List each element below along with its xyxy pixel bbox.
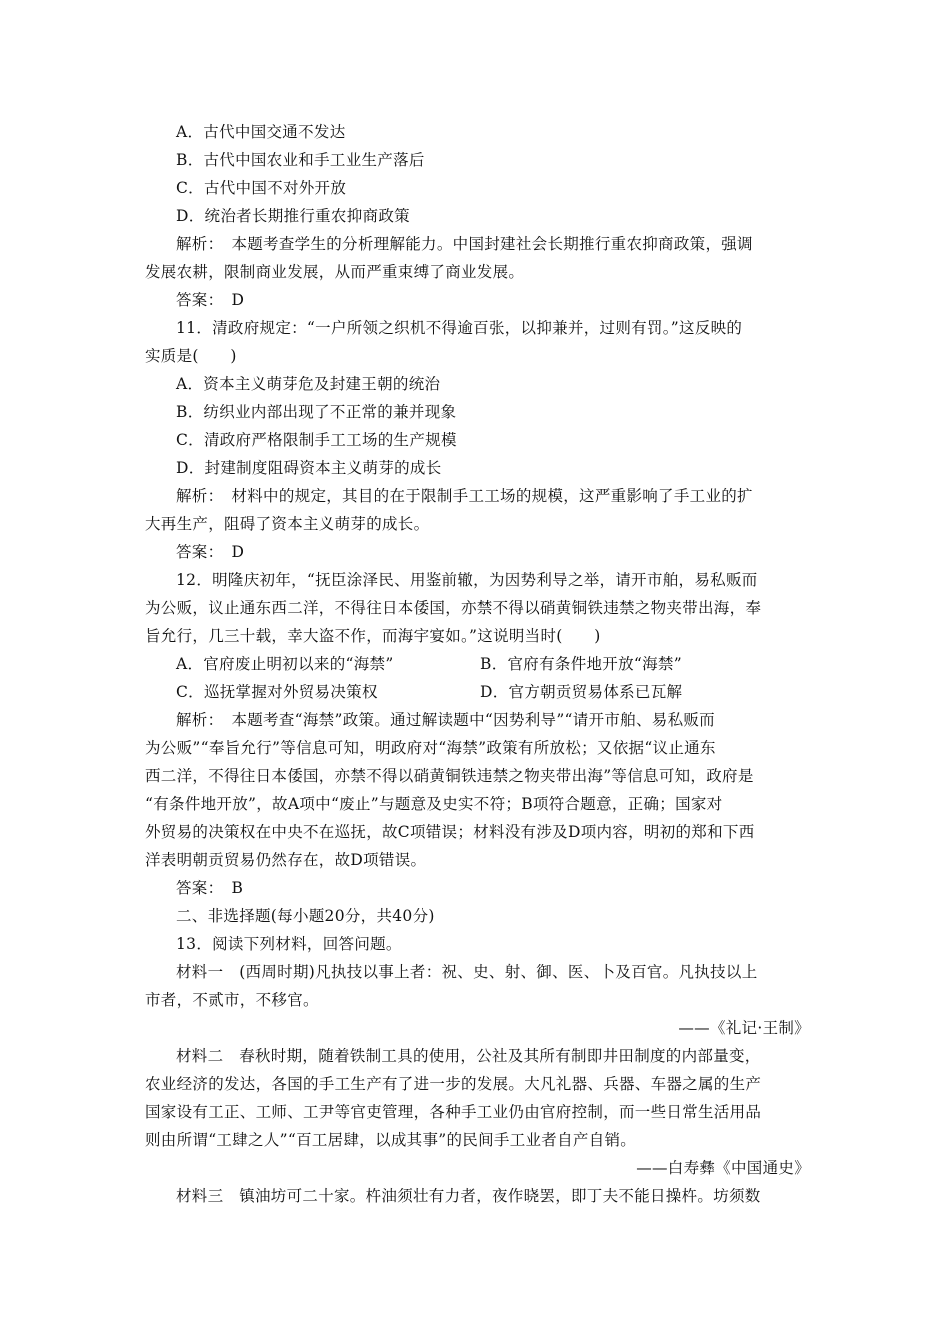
q12-analysis-line: 外贸易的决策权在中央不在巡抚，故C项错误；材料没有涉及D项内容，明初的郑和下西 bbox=[145, 823, 755, 841]
material-1-line: 材料一 (西周时期)凡执技以事上者：祝、史、射、御、医、卜及百官。凡执技以上 bbox=[176, 963, 758, 981]
material-2-line: 则由所谓“工肆之人”“百工居肆，以成其事”的民间手工业者自产自销。 bbox=[145, 1131, 637, 1149]
material-1-source: ——《礼记·王制》 bbox=[678, 1019, 810, 1037]
section-heading: 二、非选择题(每小题20分，共40分) bbox=[176, 907, 435, 925]
q10-answer: 答案： D bbox=[176, 291, 245, 309]
q11-analysis-line: 大再生产，阻碍了资本主义萌芽的成长。 bbox=[145, 515, 430, 533]
q12-answer: 答案： B bbox=[176, 879, 244, 897]
q11-option-b: B．纺织业内部出现了不正常的兼并现象 bbox=[176, 403, 457, 421]
q10-option-b: B．古代中国农业和手工业生产落后 bbox=[176, 151, 425, 169]
q10-analysis-line: 发展农耕，限制商业发展，从而严重束缚了商业发展。 bbox=[145, 263, 525, 281]
q11-stem-line: 实质是( ) bbox=[145, 347, 237, 365]
q12-stem-line: 旨允行，几三十载，幸大盗不作，而海宇宴如。”这说明当时( ) bbox=[145, 627, 601, 645]
q12-analysis-line: “有条件地开放”，故A项中“废止”与题意及史实不符；B项符合题意，正确；国家对 bbox=[145, 795, 723, 813]
q11-option-c: C．清政府严格限制手工工场的生产规模 bbox=[176, 431, 457, 449]
q12-analysis-line: 解析： 本题考查“海禁”政策。通过解读题中“因势利导”“请开市舶、易私贩而 bbox=[176, 711, 715, 729]
material-1-line: 市者，不贰市，不移官。 bbox=[145, 991, 319, 1009]
q12-analysis-line: 西二洋，不得往日本倭国，亦禁不得以硝黄铜铁违禁之物夹带出海”等信息可知，政府是 bbox=[145, 767, 754, 785]
q10-option-d: D．统治者长期推行重农抑商政策 bbox=[176, 207, 410, 225]
q12-option-a: A．官府废止明初以来的“海禁” bbox=[176, 655, 394, 673]
material-2-line: 材料二 春秋时期，随着铁制工具的使用，公社及其所有制即井田制度的内部量变， bbox=[176, 1047, 761, 1065]
material-2-source: ——白寿彝《中国通史》 bbox=[636, 1159, 810, 1177]
q11-answer: 答案： D bbox=[176, 543, 245, 561]
q11-analysis-line: 解析： 材料中的规定，其目的在于限制手工工场的规模，这严重影响了手工业的扩 bbox=[176, 487, 753, 505]
q12-stem-line: 为公贩，议止通东西二洋，不得往日本倭国，亦禁不得以硝黄铜铁违禁之物夹带出海，奉 bbox=[145, 599, 762, 617]
material-3-line: 材料三 镇油坊可二十家。杵油须壮有力者，夜作晓罢，即丁夫不能日操杵。坊须数 bbox=[176, 1187, 761, 1205]
q10-option-a: A．古代中国交通不发达 bbox=[176, 123, 346, 141]
q12-option-b: B．官府有条件地开放“海禁” bbox=[480, 655, 682, 673]
q11-stem-line: 11．清政府规定：“一户所领之织机不得逾百张，以抑兼并，过则有罚。”这反映的 bbox=[176, 319, 743, 337]
q11-option-a: A．资本主义萌芽危及封建王朝的统治 bbox=[176, 375, 441, 393]
q12-stem-line: 12．明隆庆初年，“抚臣涂泽民、用鉴前辙，为因势利导之举，请开市舶，易私贩而 bbox=[176, 571, 758, 589]
q10-analysis-line: 解析： 本题考查学生的分析理解能力。中国封建社会长期推行重农抑商政策，强调 bbox=[176, 235, 753, 253]
q12-option-c: C．巡抚掌握对外贸易决策权 bbox=[176, 683, 378, 701]
q13-stem: 13．阅读下列材料，回答问题。 bbox=[176, 935, 402, 953]
q10-option-c: C．古代中国不对外开放 bbox=[176, 179, 347, 197]
q12-option-d: D．官方朝贡贸易体系已瓦解 bbox=[480, 683, 683, 701]
q12-analysis-line: 为公贩”“奉旨允行”等信息可知，明政府对“海禁”政策有所放松；又依据“议止通东 bbox=[145, 739, 716, 757]
q12-analysis-line: 洋表明朝贡贸易仍然存在，故D项错误。 bbox=[145, 851, 427, 869]
material-2-line: 农业经济的发达，各国的手工生产有了进一步的发展。大凡礼器、兵器、车器之属的生产 bbox=[145, 1075, 762, 1093]
material-2-line: 国家设有工正、工师、工尹等官吏管理，各种手工业仍由官府控制，而一些日常生活用品 bbox=[145, 1103, 762, 1121]
q11-option-d: D．封建制度阻碍资本主义萌芽的成长 bbox=[176, 459, 442, 477]
